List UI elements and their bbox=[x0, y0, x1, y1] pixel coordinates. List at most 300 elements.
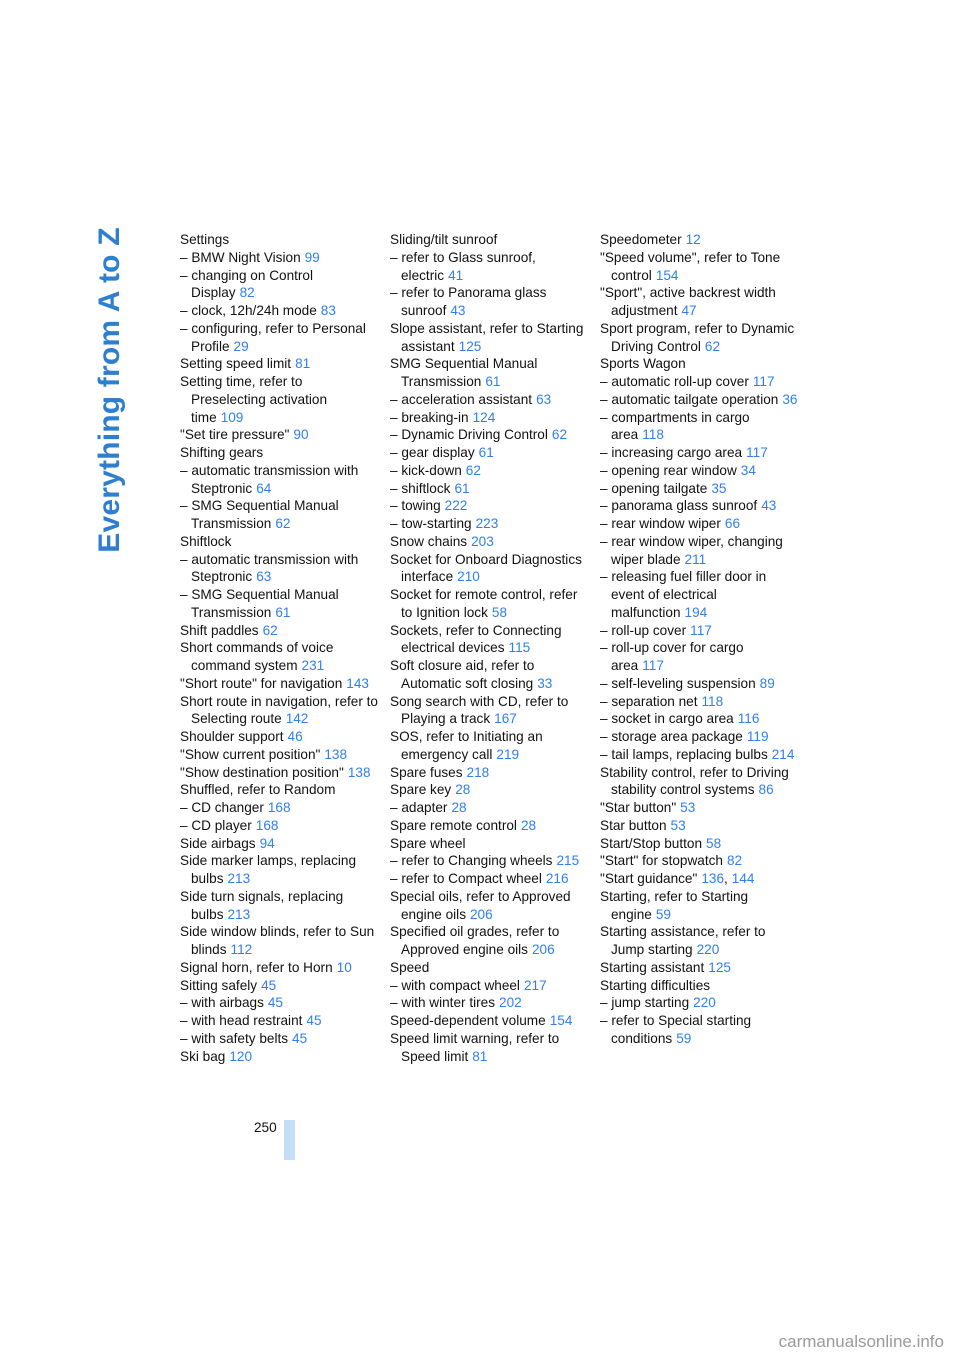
index-entry-text: "Speed volume", refer to Tone control bbox=[600, 249, 781, 283]
index-entry-text: – with compact wheel bbox=[390, 977, 520, 993]
index-entry bbox=[180, 1012, 380, 1030]
page-reference-link[interactable]: 117 bbox=[642, 658, 664, 673]
index-entry-text: – refer to Special starting conditions bbox=[600, 1013, 752, 1046]
page-reference-link[interactable]: 82 bbox=[239, 285, 255, 301]
page-reference-link[interactable]: 214 bbox=[771, 746, 795, 762]
page-reference-link[interactable]: 64 bbox=[256, 480, 272, 496]
page-marker-bar bbox=[284, 1120, 295, 1160]
index-entry-text: Start/Stop button bbox=[600, 835, 703, 851]
page-reference-link[interactable]: 47 bbox=[681, 303, 697, 318]
page-reference-link[interactable]: 112 bbox=[230, 942, 253, 957]
page-reference-link[interactable]: 66 bbox=[724, 516, 741, 531]
page-reference-link[interactable]: 231 bbox=[301, 658, 325, 673]
page-reference-link[interactable]: 211 bbox=[684, 551, 707, 567]
index-entry bbox=[180, 622, 380, 640]
index-entry-text: – CD changer bbox=[180, 800, 264, 815]
index-entry bbox=[600, 835, 800, 853]
page-reference-link[interactable]: 154 bbox=[655, 267, 679, 283]
index-entry bbox=[180, 302, 380, 320]
page-reference-link[interactable]: 120 bbox=[229, 1048, 253, 1064]
side-title-text: Everything from A to Z bbox=[93, 227, 126, 553]
index-entry-text: Side turn signals, replacing bulbs bbox=[180, 888, 344, 922]
page-reference-link[interactable]: 89 bbox=[759, 675, 775, 691]
page-reference-link[interactable]: 220 bbox=[693, 995, 716, 1011]
page-reference-link[interactable]: 168 bbox=[255, 817, 279, 833]
index-entry bbox=[600, 462, 800, 480]
index-entry-text: – socket in cargo area bbox=[600, 711, 734, 727]
index-entry bbox=[600, 568, 800, 621]
index-entry bbox=[390, 515, 590, 533]
page-reference-link[interactable]: 28 bbox=[455, 782, 471, 798]
index-entry-text: – SMG Sequential Manual Transmission bbox=[180, 498, 339, 531]
index-entry-text: Short route in navigation, refer to Selecting route bbox=[180, 693, 378, 727]
index-entry-text: – storage area package bbox=[600, 729, 743, 744]
index-entry bbox=[180, 835, 380, 853]
page-reference-link[interactable]: 46 bbox=[287, 729, 303, 744]
index-entry bbox=[390, 817, 590, 835]
index-entry bbox=[180, 994, 380, 1012]
index-entry bbox=[180, 888, 380, 924]
index-entry-text: – CD player bbox=[180, 817, 252, 833]
index-entry bbox=[600, 480, 800, 498]
index-entry-text: Sockets, refer to Connecting electrical devices bbox=[390, 622, 562, 656]
index-entry bbox=[390, 533, 590, 551]
index-entry bbox=[600, 320, 800, 356]
index-entry-text: Special oils, refer to Approved engine oils bbox=[390, 888, 571, 922]
index-entry bbox=[180, 426, 380, 444]
page-reference-link[interactable]: 35 bbox=[711, 480, 727, 496]
index-entry bbox=[180, 977, 380, 995]
index-entry-text: Signal horn, refer to Horn bbox=[180, 959, 333, 975]
page-reference-link[interactable]: 223 bbox=[475, 516, 499, 531]
page-reference-link[interactable]: 61 bbox=[275, 604, 291, 620]
page-reference-link[interactable]: 90 bbox=[293, 427, 309, 443]
index-entry-text: – self-leveling suspension bbox=[600, 675, 756, 691]
index-entry-text: Specified oil grades, refer to Approved engine oils bbox=[390, 924, 560, 957]
page-reference-link[interactable]: 62 bbox=[275, 516, 291, 531]
page-reference-link[interactable]: 210 bbox=[457, 569, 480, 585]
index-entry bbox=[390, 799, 590, 817]
index-entry bbox=[600, 231, 800, 249]
index-entry bbox=[390, 977, 590, 995]
index-entry bbox=[390, 462, 590, 480]
page-reference-link[interactable]: 116 bbox=[737, 711, 760, 727]
page-reference-link[interactable]: 94 bbox=[259, 835, 275, 851]
page-reference-link[interactable]: 45 bbox=[306, 1013, 322, 1028]
index-entry bbox=[390, 1030, 590, 1066]
index-entry-text: – with airbags bbox=[180, 995, 264, 1011]
index-entry-text: – SMG Sequential Manual Transmission bbox=[180, 587, 339, 620]
index-entry-text: – refer to Panorama glass sunroof bbox=[390, 285, 547, 318]
index-entry bbox=[390, 622, 590, 658]
page-reference-link[interactable]: 12 bbox=[685, 232, 701, 247]
index-entry-text: Side marker lamps, replacing bulbs bbox=[180, 853, 357, 886]
index-entry bbox=[180, 249, 380, 267]
page-reference-link[interactable]: 59 bbox=[655, 906, 671, 922]
index-entry-text: – kick-down bbox=[390, 462, 462, 478]
index-entry bbox=[180, 231, 380, 249]
page-reference-link[interactable]: 45 bbox=[261, 977, 277, 993]
index-entry-text: – releasing fuel filler door in event of electrical malfunction bbox=[600, 569, 767, 620]
index-entry bbox=[600, 710, 800, 728]
index-entry bbox=[390, 391, 590, 409]
index-entry-text: – acceleration assistant bbox=[390, 391, 533, 407]
page-reference-link[interactable]: 138 bbox=[347, 764, 371, 780]
index-entry bbox=[390, 284, 590, 320]
index-entry-text: Short commands of voice command system bbox=[180, 640, 334, 673]
index-entry-text: Ski bag bbox=[180, 1048, 226, 1064]
page-reference-link[interactable]: 10 bbox=[336, 959, 352, 975]
index-entry bbox=[600, 622, 800, 640]
page-reference-link[interactable]: 82 bbox=[726, 853, 743, 869]
index-entry bbox=[180, 728, 380, 746]
index-entry bbox=[600, 923, 800, 959]
index-entry-text: – adapter bbox=[390, 800, 448, 815]
index-entry-text: – towing bbox=[390, 498, 441, 514]
index-entry-text: "Show current position" bbox=[180, 746, 321, 762]
index-entry bbox=[600, 746, 800, 764]
index-entry-text: – tow-starting bbox=[390, 516, 472, 531]
index-entry bbox=[600, 373, 800, 391]
page-reference-link[interactable]: 83 bbox=[320, 303, 336, 318]
index-entry bbox=[180, 781, 380, 799]
index-entry-text: Speedometer bbox=[600, 232, 682, 247]
index-entry-text: Speed bbox=[390, 959, 430, 975]
page-reference-link[interactable]: 36 bbox=[782, 391, 798, 407]
page-reference-link[interactable]: 45 bbox=[292, 1030, 308, 1046]
page-reference-link[interactable]: 222 bbox=[444, 498, 468, 514]
page-reference-link[interactable]: 58 bbox=[706, 835, 722, 851]
page-reference-link[interactable]: 194 bbox=[684, 604, 708, 620]
index-entry-text: Side airbags bbox=[180, 835, 256, 851]
index-entry-text: Side window blinds, refer to Sun blinds bbox=[180, 924, 375, 957]
page-reference-link[interactable]: 53 bbox=[680, 800, 696, 815]
page-reference-link[interactable]: 28 bbox=[451, 800, 467, 815]
index-entry-text: – shiftlock bbox=[390, 480, 451, 496]
index-entry bbox=[390, 444, 590, 462]
index-entry bbox=[600, 409, 800, 445]
index-entry bbox=[180, 675, 380, 693]
index-entry-text: Socket for remote control, refer to Ignition lock bbox=[390, 587, 578, 620]
page-reference-link[interactable]: 125 bbox=[708, 959, 731, 975]
page-reference-link[interactable]: 117 bbox=[690, 622, 712, 638]
index-entry bbox=[180, 693, 380, 729]
index-entry bbox=[390, 551, 590, 587]
page-reference-link[interactable]: 219 bbox=[496, 746, 520, 762]
index-entry-text: – refer to Changing wheels bbox=[390, 853, 553, 869]
index-entry-text: Sports Wagon bbox=[600, 356, 686, 372]
index-entry-text: "Short route" for navigation bbox=[180, 675, 343, 691]
index-entry bbox=[180, 746, 380, 764]
index-entry-text: – gear display bbox=[390, 445, 475, 460]
index-entry-text: Starting, refer to Starting engine bbox=[600, 888, 749, 922]
index-entry-text: Shuffled, refer to Random bbox=[180, 782, 336, 798]
index-entry-text: Soft closure aid, refer to Automatic soft closing bbox=[390, 658, 535, 691]
page-reference-link[interactable]: 59 bbox=[676, 1030, 692, 1046]
page-reference-link[interactable]: 43 bbox=[450, 303, 466, 318]
index-entry-text: – BMW Night Vision bbox=[180, 249, 301, 265]
index-entry-text: Setting time, refer to Preselecting activation time bbox=[180, 374, 328, 425]
index-entry-text: "Star button" bbox=[600, 800, 677, 815]
index-entry-text: – changing on Control Display bbox=[180, 267, 314, 301]
page-reference-link[interactable]: 118 bbox=[642, 427, 664, 443]
index-entry-text: Speed limit warning, refer to Speed limit bbox=[390, 1030, 560, 1064]
index-entry-text: Song search with CD, refer to Playing a track bbox=[390, 693, 569, 727]
index-entry bbox=[390, 320, 590, 356]
index-column-2 bbox=[390, 231, 590, 1065]
index-entry bbox=[390, 923, 590, 959]
page-reference-link[interactable]: 215 bbox=[556, 853, 580, 869]
index-entry-text: Shoulder support bbox=[180, 729, 284, 744]
page-reference-link[interactable]: 124 bbox=[472, 409, 496, 425]
index-entry-text: – with safety belts bbox=[180, 1030, 289, 1046]
index-entry bbox=[600, 764, 800, 800]
index-entry-text: – refer to Glass sunroof, electric bbox=[390, 249, 536, 283]
index-entry-text: – increasing cargo area bbox=[600, 445, 743, 460]
index-entry bbox=[180, 444, 380, 462]
page-reference-link[interactable]: 43 bbox=[761, 498, 777, 514]
index-entry bbox=[180, 852, 380, 888]
index-entry bbox=[600, 852, 800, 870]
index-entry bbox=[600, 994, 800, 1012]
index-entry-text: "Start" for stopwatch bbox=[600, 853, 723, 869]
index-entry-text: – opening tailgate bbox=[600, 480, 708, 496]
index-entry-text: – with winter tires bbox=[390, 995, 496, 1011]
index-entry bbox=[600, 977, 800, 995]
index-entry-text: – opening rear window bbox=[600, 462, 737, 478]
section-side-title bbox=[88, 227, 132, 553]
index-entry bbox=[390, 852, 590, 870]
page-reference-link[interactable]: 138 bbox=[324, 746, 348, 762]
index-entry bbox=[180, 1048, 380, 1066]
index-entry bbox=[180, 320, 380, 356]
index-entry bbox=[390, 1012, 590, 1030]
index-entry-text: Shift paddles bbox=[180, 622, 259, 638]
page-reference-link[interactable]: 142 bbox=[285, 711, 309, 727]
index-entry bbox=[180, 799, 380, 817]
page-reference-link[interactable]: 213 bbox=[227, 871, 251, 886]
index-entry bbox=[390, 231, 590, 249]
index-entry-text: – with head restraint bbox=[180, 1013, 303, 1028]
index-entry-text: – automatic roll-up cover bbox=[600, 374, 749, 389]
index-entry bbox=[180, 817, 380, 835]
index-entry-text: – panorama glass sunroof bbox=[600, 498, 758, 514]
page-reference-link[interactable]: 62 bbox=[465, 462, 481, 478]
index-entry bbox=[180, 1030, 380, 1048]
page-reference-link[interactable]: 62 bbox=[262, 622, 278, 638]
page-reference-link[interactable]: 154 bbox=[549, 1013, 573, 1028]
index-entry-text: Spare key bbox=[390, 782, 452, 798]
index-entry bbox=[600, 1012, 800, 1048]
index-entry bbox=[600, 533, 800, 569]
index-entry bbox=[390, 657, 590, 693]
index-entry-text: Speed-dependent volume bbox=[390, 1013, 546, 1028]
index-column-3 bbox=[600, 231, 800, 1048]
index-entry bbox=[180, 923, 380, 959]
watermark: carmanualsonline.info bbox=[778, 1332, 944, 1351]
index-entry-text: – tail lamps, replacing bulbs bbox=[600, 746, 768, 762]
page-reference-link[interactable]: 213 bbox=[227, 906, 251, 922]
index-entry-text: Setting speed limit bbox=[180, 356, 292, 372]
page-reference-link[interactable]: 118 bbox=[701, 693, 724, 709]
index-entry-text: "Sport", active backrest width adjustment bbox=[600, 285, 776, 318]
index-entry bbox=[600, 355, 800, 373]
index-column-1 bbox=[180, 231, 380, 1065]
index-entry bbox=[390, 728, 590, 764]
index-entry bbox=[390, 764, 590, 782]
page-reference-link[interactable]: 167 bbox=[494, 711, 517, 727]
page-reference-link[interactable]: 61 bbox=[478, 445, 494, 460]
index-entry-text: – refer to Compact wheel bbox=[390, 871, 542, 886]
page-reference-link[interactable]: 62 bbox=[551, 427, 568, 443]
page-reference-link[interactable]: 29 bbox=[233, 338, 249, 354]
index-entry-text: – roll-up cover bbox=[600, 622, 687, 638]
index-entry-text: Spare remote control bbox=[390, 817, 517, 833]
index-entry bbox=[180, 959, 380, 977]
index-entry-text: SMG Sequential Manual Transmission bbox=[390, 356, 538, 389]
index-entry-text: – rear window wiper, changing wiper blade bbox=[600, 533, 783, 567]
page-reference-link[interactable]: 202 bbox=[499, 995, 522, 1011]
index-entry bbox=[600, 284, 800, 320]
index-entry-text: Starting assistant bbox=[600, 959, 705, 975]
index-entry: "Start guidance" 136, 144 bbox=[600, 871, 755, 886]
index-entry bbox=[390, 888, 590, 924]
index-entry bbox=[600, 639, 800, 675]
index-entry-text: Socket for Onboard Diagnostics interface bbox=[390, 551, 582, 585]
index-entry bbox=[180, 764, 380, 782]
index-entry-text: – automatic tailgate operation bbox=[600, 391, 779, 407]
page-reference-link[interactable]: 81 bbox=[295, 356, 311, 372]
index-entry bbox=[180, 639, 380, 675]
index-entry bbox=[390, 781, 590, 799]
index-entry bbox=[180, 373, 380, 426]
page-reference-link[interactable]: 143 bbox=[346, 675, 369, 691]
index-entry bbox=[180, 586, 380, 622]
index-entry bbox=[390, 835, 590, 853]
index-entry bbox=[180, 551, 380, 587]
page-reference-link[interactable]: 117 bbox=[752, 374, 775, 389]
page-reference-link[interactable]: 28 bbox=[520, 817, 537, 833]
index-entry bbox=[600, 728, 800, 746]
index-entry bbox=[390, 870, 590, 888]
page-reference-link[interactable]: 117 bbox=[746, 445, 768, 460]
page-reference-link[interactable]: 206 bbox=[470, 906, 493, 922]
page-reference-link[interactable]: 34 bbox=[740, 462, 756, 478]
index-entry bbox=[180, 497, 380, 533]
index-entry-text: Settings bbox=[180, 232, 230, 247]
index-entry bbox=[390, 586, 590, 622]
index-entry-text: SOS, refer to Initiating an emergency call bbox=[390, 729, 543, 762]
index-entry-text: Snow chains bbox=[390, 533, 468, 549]
page-reference-link[interactable]: 217 bbox=[523, 977, 547, 993]
index-entry bbox=[390, 480, 590, 498]
page-reference-link[interactable]: 144 bbox=[731, 871, 755, 886]
index-entry bbox=[390, 959, 590, 977]
index-entry-text: Spare wheel bbox=[390, 835, 466, 851]
index-entry-text: Sliding/tilt sunroof bbox=[390, 232, 498, 247]
index-entry-text: – separation net bbox=[600, 693, 698, 709]
page-reference-link[interactable]: 99 bbox=[304, 249, 320, 265]
index-entry bbox=[600, 391, 800, 409]
index-entry-text: Slope assistant, refer to Starting assistant bbox=[390, 320, 584, 354]
index-entry-text: – breaking-in bbox=[390, 409, 469, 425]
index-entry-text: Star button bbox=[600, 817, 667, 833]
index-entry-text: "Set tire pressure" bbox=[180, 427, 290, 443]
index-entry bbox=[390, 693, 590, 729]
page-reference-link[interactable]: 218 bbox=[466, 764, 490, 780]
index-entry-text: Sport program, refer to Dynamic Driving Control bbox=[600, 320, 795, 354]
index-entry-text: – automatic transmission with Steptronic bbox=[180, 551, 359, 585]
index-entry bbox=[390, 249, 590, 285]
page-reference-link[interactable]: 119 bbox=[746, 729, 769, 744]
page-reference-link[interactable]: 136 bbox=[701, 871, 725, 886]
page-reference-link[interactable]: 216 bbox=[545, 871, 569, 886]
index-entry-text: Sitting safely bbox=[180, 977, 258, 993]
index-entry-text: – rear window wiper bbox=[600, 516, 721, 531]
index-entry-text: – Dynamic Driving Control bbox=[390, 427, 548, 443]
page-reference-link[interactable]: 220 bbox=[696, 942, 720, 957]
index-entry bbox=[390, 426, 590, 444]
index-entry bbox=[390, 994, 590, 1012]
index-entry-text: Spare fuses bbox=[390, 764, 463, 780]
page-reference-link[interactable]: 203 bbox=[471, 533, 494, 549]
index-entry bbox=[180, 267, 380, 303]
index-entry-text: – automatic transmission with Steptronic bbox=[180, 462, 359, 496]
page-reference-link[interactable]: 81 bbox=[472, 1048, 488, 1064]
page-reference-link[interactable]: 206 bbox=[531, 942, 555, 957]
index-entry bbox=[600, 799, 800, 817]
page-reference-link[interactable]: 125 bbox=[458, 338, 482, 354]
page-reference-link[interactable]: 53 bbox=[670, 817, 686, 833]
page-reference-link[interactable]: 41 bbox=[448, 267, 464, 283]
page-reference-link[interactable]: 45 bbox=[267, 995, 283, 1011]
page-reference-link[interactable]: 115 bbox=[508, 640, 531, 656]
index-entry-text: Shiftlock bbox=[180, 533, 232, 549]
index-entry bbox=[390, 409, 590, 427]
index-entry bbox=[600, 693, 800, 711]
index-entry-text: Starting assistance, refer to Jump starting bbox=[600, 924, 766, 957]
page-number: 250 bbox=[254, 1120, 277, 1135]
page-reference-link[interactable]: 109 bbox=[220, 409, 244, 425]
page-reference-link[interactable]: 58 bbox=[491, 604, 508, 620]
index-entry bbox=[600, 497, 800, 515]
page-reference-link[interactable]: 86 bbox=[758, 782, 774, 798]
index-entry-text: – configuring, refer to Personal Profile bbox=[180, 320, 366, 354]
index-entry bbox=[600, 444, 800, 462]
page-reference-link[interactable]: 63 bbox=[256, 569, 272, 585]
page-reference-link[interactable]: 61 bbox=[454, 480, 470, 496]
index-entry-text: – clock, 12h/24h mode bbox=[180, 303, 317, 318]
index-entry bbox=[390, 355, 590, 391]
page-reference-link[interactable]: 61 bbox=[485, 374, 501, 389]
page-reference-link[interactable]: 168 bbox=[267, 800, 291, 815]
page-reference-link[interactable]: 63 bbox=[536, 391, 552, 407]
index-entry bbox=[600, 515, 800, 533]
index-entry bbox=[180, 355, 380, 373]
page-reference-link[interactable]: 62 bbox=[704, 338, 721, 354]
index-entry bbox=[600, 675, 800, 693]
page-reference-link[interactable]: 33 bbox=[537, 675, 553, 691]
index-entry bbox=[600, 817, 800, 835]
index-entry bbox=[600, 249, 800, 285]
index-entry-text: "Show destination position" bbox=[180, 764, 344, 780]
index-entry-text: Shifting gears bbox=[180, 445, 264, 460]
index-entry-text: – jump starting bbox=[600, 995, 690, 1011]
index-entry-text: – roll-up cover for cargo area bbox=[600, 640, 744, 673]
index-entry-text: "Start guidance" bbox=[600, 871, 698, 886]
index-entry bbox=[390, 497, 590, 515]
index-entry bbox=[600, 959, 800, 977]
